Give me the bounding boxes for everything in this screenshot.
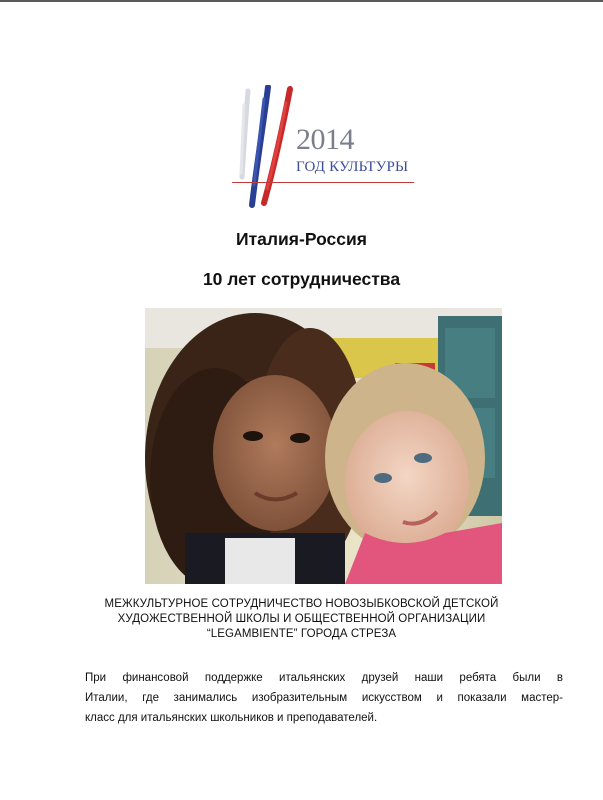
caption-line-3: “LEGAMBIENTE” ГОРОДА СТРЕЗА (206, 628, 397, 640)
project-caption (95, 597, 508, 642)
photo-illustration (145, 308, 502, 584)
body-paragraph (85, 668, 563, 728)
caption-line-2: ХУДОЖЕСТВЕННОЙ ШКОЛЫ И ОБЩЕСТВЕННОЙ ОРГАНИЗАЦИИ (117, 613, 486, 625)
page-subtitle: 10 лет сотрудничества (202, 269, 401, 289)
body-line-1: При финансовой поддержке итальянских друзей наши ребята были в (85, 672, 563, 684)
logo-underline (232, 182, 414, 183)
page-title: Италия-Россия (236, 229, 367, 249)
photo-two-girls (145, 308, 502, 584)
logo-year: 2014 (296, 123, 354, 156)
logo-tagline: ГОД КУЛЬТУРЫ (296, 159, 409, 175)
body-line-3: класс для итальянских школьников и преподавателей. (85, 712, 378, 724)
tricolor-stripes-icon (232, 85, 302, 215)
page-top-border (0, 0, 603, 2)
culture-year-logo (232, 85, 422, 215)
body-line-2: Италии, где занимались изобразительным искусством и показали мастер- (85, 692, 563, 704)
caption-line-1: МЕЖКУЛЬТУРНОЕ СОТРУДНИЧЕСТВО НОВОЗЫБКОВСКОЙ ДЕТСКОЙ (104, 598, 499, 610)
